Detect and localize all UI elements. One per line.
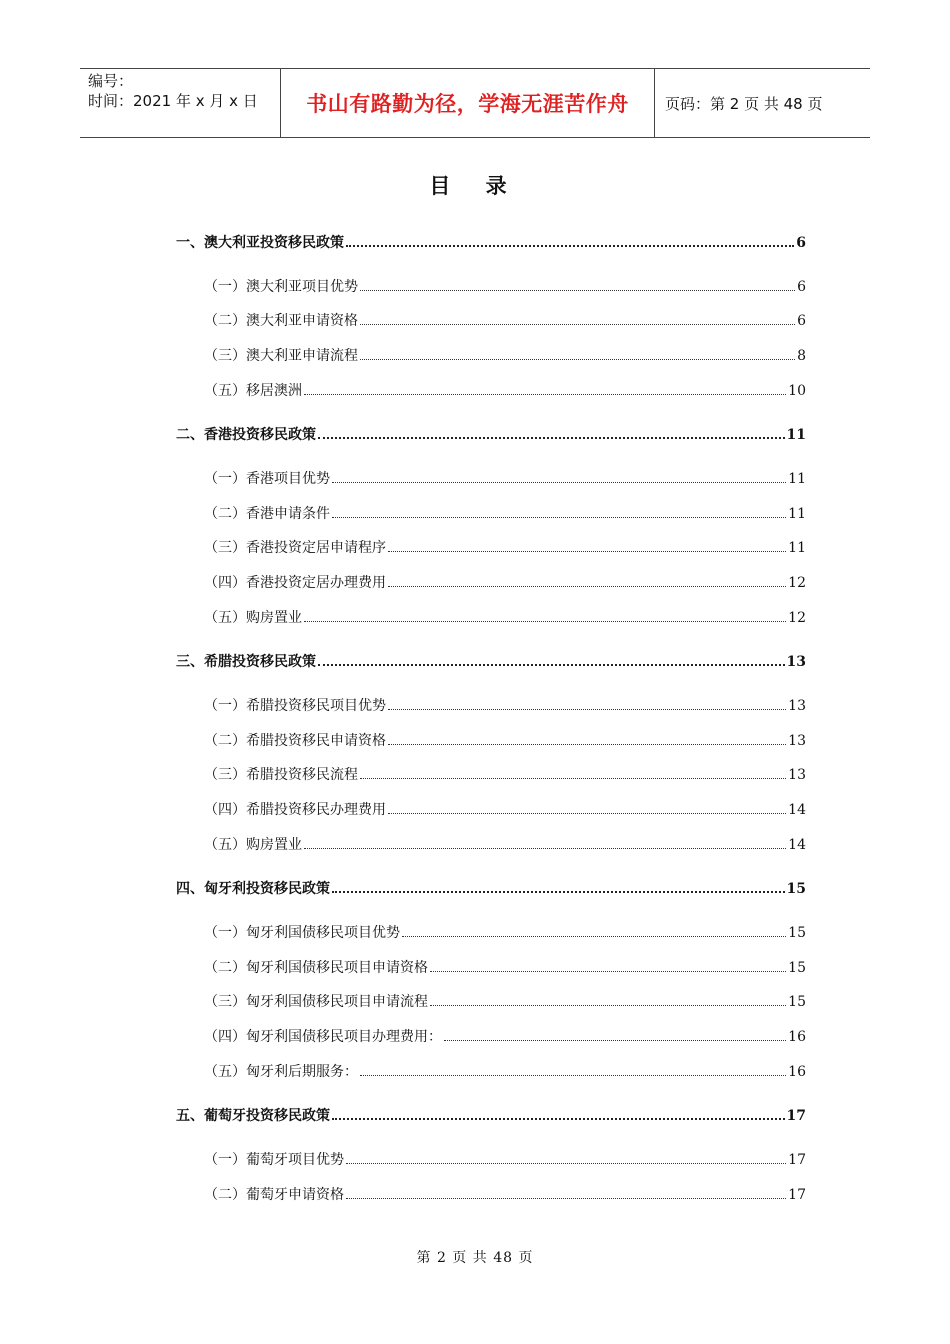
toc-leader-dots: [346, 245, 794, 247]
toc-leader-dots: [402, 936, 786, 937]
toc-entry-label: （四）希腊投资移民办理费用: [204, 802, 386, 818]
document-number-label: 编号：: [88, 72, 134, 90]
toc-entry-section[interactable]: [204, 537, 806, 559]
toc-leader-dots: [360, 778, 786, 779]
toc-entry-page: 12: [788, 610, 806, 626]
toc-entry-label: （五）移居澳洲: [204, 383, 302, 399]
toc-leader-dots: [360, 290, 795, 291]
toc-entry-label: 三、希腊投资移民政策: [176, 654, 316, 670]
toc-entry-label: 一、澳大利亚投资移民政策: [176, 235, 344, 251]
toc-entry-section[interactable]: [204, 1149, 806, 1171]
header-meta: [80, 69, 281, 137]
toc-leader-dots: [318, 437, 785, 439]
toc-leader-dots: [388, 709, 786, 710]
toc-entry-section[interactable]: [204, 730, 806, 752]
toc-leader-dots: [360, 359, 795, 360]
toc-entry-section[interactable]: [204, 503, 806, 525]
toc-entry-page: 15: [788, 960, 806, 976]
toc-leader-dots: [430, 1005, 786, 1006]
toc-leader-dots: [388, 744, 786, 745]
toc-entry-label: （三）希腊投资移民流程: [204, 767, 358, 783]
toc-entry-label: （四）匈牙利国债移民项目办理费用：: [204, 1029, 442, 1045]
toc-entry-section[interactable]: [204, 695, 806, 717]
toc-leader-dots: [388, 586, 786, 587]
toc-entry-chapter[interactable]: [176, 651, 806, 673]
toc-entry-section[interactable]: [204, 572, 806, 594]
page-footer: 第 2 页 共 48 页: [416, 1250, 534, 1266]
toc-leader-dots: [388, 813, 786, 814]
toc-leader-dots: [318, 664, 785, 666]
toc-entry-section[interactable]: [204, 468, 806, 490]
toc-entry-label: （二）澳大利亚申请资格: [204, 313, 358, 329]
toc-entry-section[interactable]: [204, 799, 806, 821]
toc-entry-label: （五）购房置业: [204, 610, 302, 626]
toc-entry-page: 13: [788, 733, 806, 749]
toc-leader-dots: [304, 848, 786, 849]
toc-entry-section[interactable]: [204, 380, 806, 402]
toc-entry-page: 13: [786, 654, 806, 670]
toc-entry-label: （三）澳大利亚申请流程: [204, 348, 358, 364]
header-page-info: 页码：第 2 页 共 48 页: [665, 94, 823, 113]
toc-entry-label: （三）匈牙利国债移民项目申请流程: [204, 994, 428, 1010]
toc-entry-section[interactable]: [204, 345, 806, 367]
toc-entry-chapter[interactable]: [176, 424, 806, 446]
toc-entry-section[interactable]: [204, 834, 806, 856]
toc-entry-label: （一）匈牙利国债移民项目优势: [204, 925, 400, 941]
toc-entry-section[interactable]: [204, 310, 806, 332]
toc-entry-page: 6: [796, 235, 806, 251]
toc-entry-page: 17: [788, 1152, 806, 1168]
toc-entry-section[interactable]: [204, 276, 806, 298]
toc-entry-label: 四、匈牙利投资移民政策: [176, 881, 330, 897]
toc-leader-dots: [332, 1118, 785, 1120]
toc-entry-section[interactable]: [204, 957, 806, 979]
toc-leader-dots: [332, 517, 786, 518]
toc-entry-label: （五）购房置业: [204, 837, 302, 853]
toc-leader-dots: [304, 621, 786, 622]
toc-leader-dots: [346, 1163, 786, 1164]
toc-entry-page: 11: [786, 427, 806, 443]
toc-entry-page: 17: [788, 1187, 806, 1203]
toc-leader-dots: [332, 482, 786, 483]
toc-entry-page: 15: [786, 881, 806, 897]
toc-entry-page: 8: [797, 348, 806, 364]
toc-entry-chapter[interactable]: [176, 232, 806, 254]
toc-entry-page: 11: [788, 506, 806, 522]
toc-entry-label: （二）匈牙利国债移民项目申请资格: [204, 960, 428, 976]
toc-entry-page: 16: [788, 1064, 806, 1080]
toc-leader-dots: [444, 1040, 786, 1041]
toc-entry-page: 12: [788, 575, 806, 591]
toc-leader-dots: [346, 1198, 786, 1199]
toc-entry-page: 16: [788, 1029, 806, 1045]
toc-title: 目 录: [429, 174, 521, 198]
toc-entry-section[interactable]: [204, 991, 806, 1013]
toc-entry-label: （二）葡萄牙申请资格: [204, 1187, 344, 1203]
toc-entry-label: （三）香港投资定居申请程序: [204, 540, 386, 556]
toc-entry-label: （一）葡萄牙项目优势: [204, 1152, 344, 1168]
toc-leader-dots: [332, 891, 785, 893]
toc-entry-page: 17: [786, 1108, 806, 1124]
toc-entry-label: 五、葡萄牙投资移民政策: [176, 1108, 330, 1124]
toc-entry-page: 15: [788, 925, 806, 941]
toc-entry-page: 11: [788, 471, 806, 487]
toc-entry-page: 15: [788, 994, 806, 1010]
toc-leader-dots: [430, 971, 786, 972]
toc-entry-label: （一）澳大利亚项目优势: [204, 279, 358, 295]
toc-entry-page: 11: [788, 540, 806, 556]
toc-leader-dots: [388, 551, 786, 552]
toc-entry-label: （一）希腊投资移民项目优势: [204, 698, 386, 714]
toc-entry-page: 13: [788, 698, 806, 714]
toc-entry-section[interactable]: [204, 1184, 806, 1206]
toc-entry-section[interactable]: [204, 764, 806, 786]
toc-entry-section[interactable]: [204, 607, 806, 629]
toc-entry-label: （二）希腊投资移民申请资格: [204, 733, 386, 749]
toc-entry-label: （一）香港项目优势: [204, 471, 330, 487]
toc-entry-page: 13: [788, 767, 806, 783]
toc-entry-page: 14: [788, 837, 806, 853]
toc-entry-label: （五）匈牙利后期服务：: [204, 1064, 358, 1080]
toc-entry-label: （二）香港申请条件: [204, 506, 330, 522]
page-header: [80, 68, 870, 138]
toc-entry-chapter[interactable]: [176, 1105, 806, 1127]
toc-entry-page: 6: [797, 279, 806, 295]
toc-entry-section[interactable]: [204, 1061, 806, 1083]
toc-leader-dots: [360, 324, 795, 325]
toc-entry-label: 二、香港投资移民政策: [176, 427, 316, 443]
header-motto: 书山有路勤为径，学海无涯苦作舟: [281, 69, 655, 137]
toc-entry-section[interactable]: [204, 922, 806, 944]
toc-entry-page: 14: [788, 802, 806, 818]
toc-entry-section[interactable]: [204, 1026, 806, 1048]
toc-leader-dots: [304, 394, 786, 395]
toc-entry-page: 6: [797, 313, 806, 329]
document-time-label: 时间：2021 年 x 月 x 日: [88, 92, 258, 110]
toc-entry-chapter[interactable]: [176, 878, 806, 900]
toc-leader-dots: [360, 1075, 786, 1076]
toc-entry-label: （四）香港投资定居办理费用: [204, 575, 386, 591]
toc-entry-page: 10: [788, 383, 806, 399]
